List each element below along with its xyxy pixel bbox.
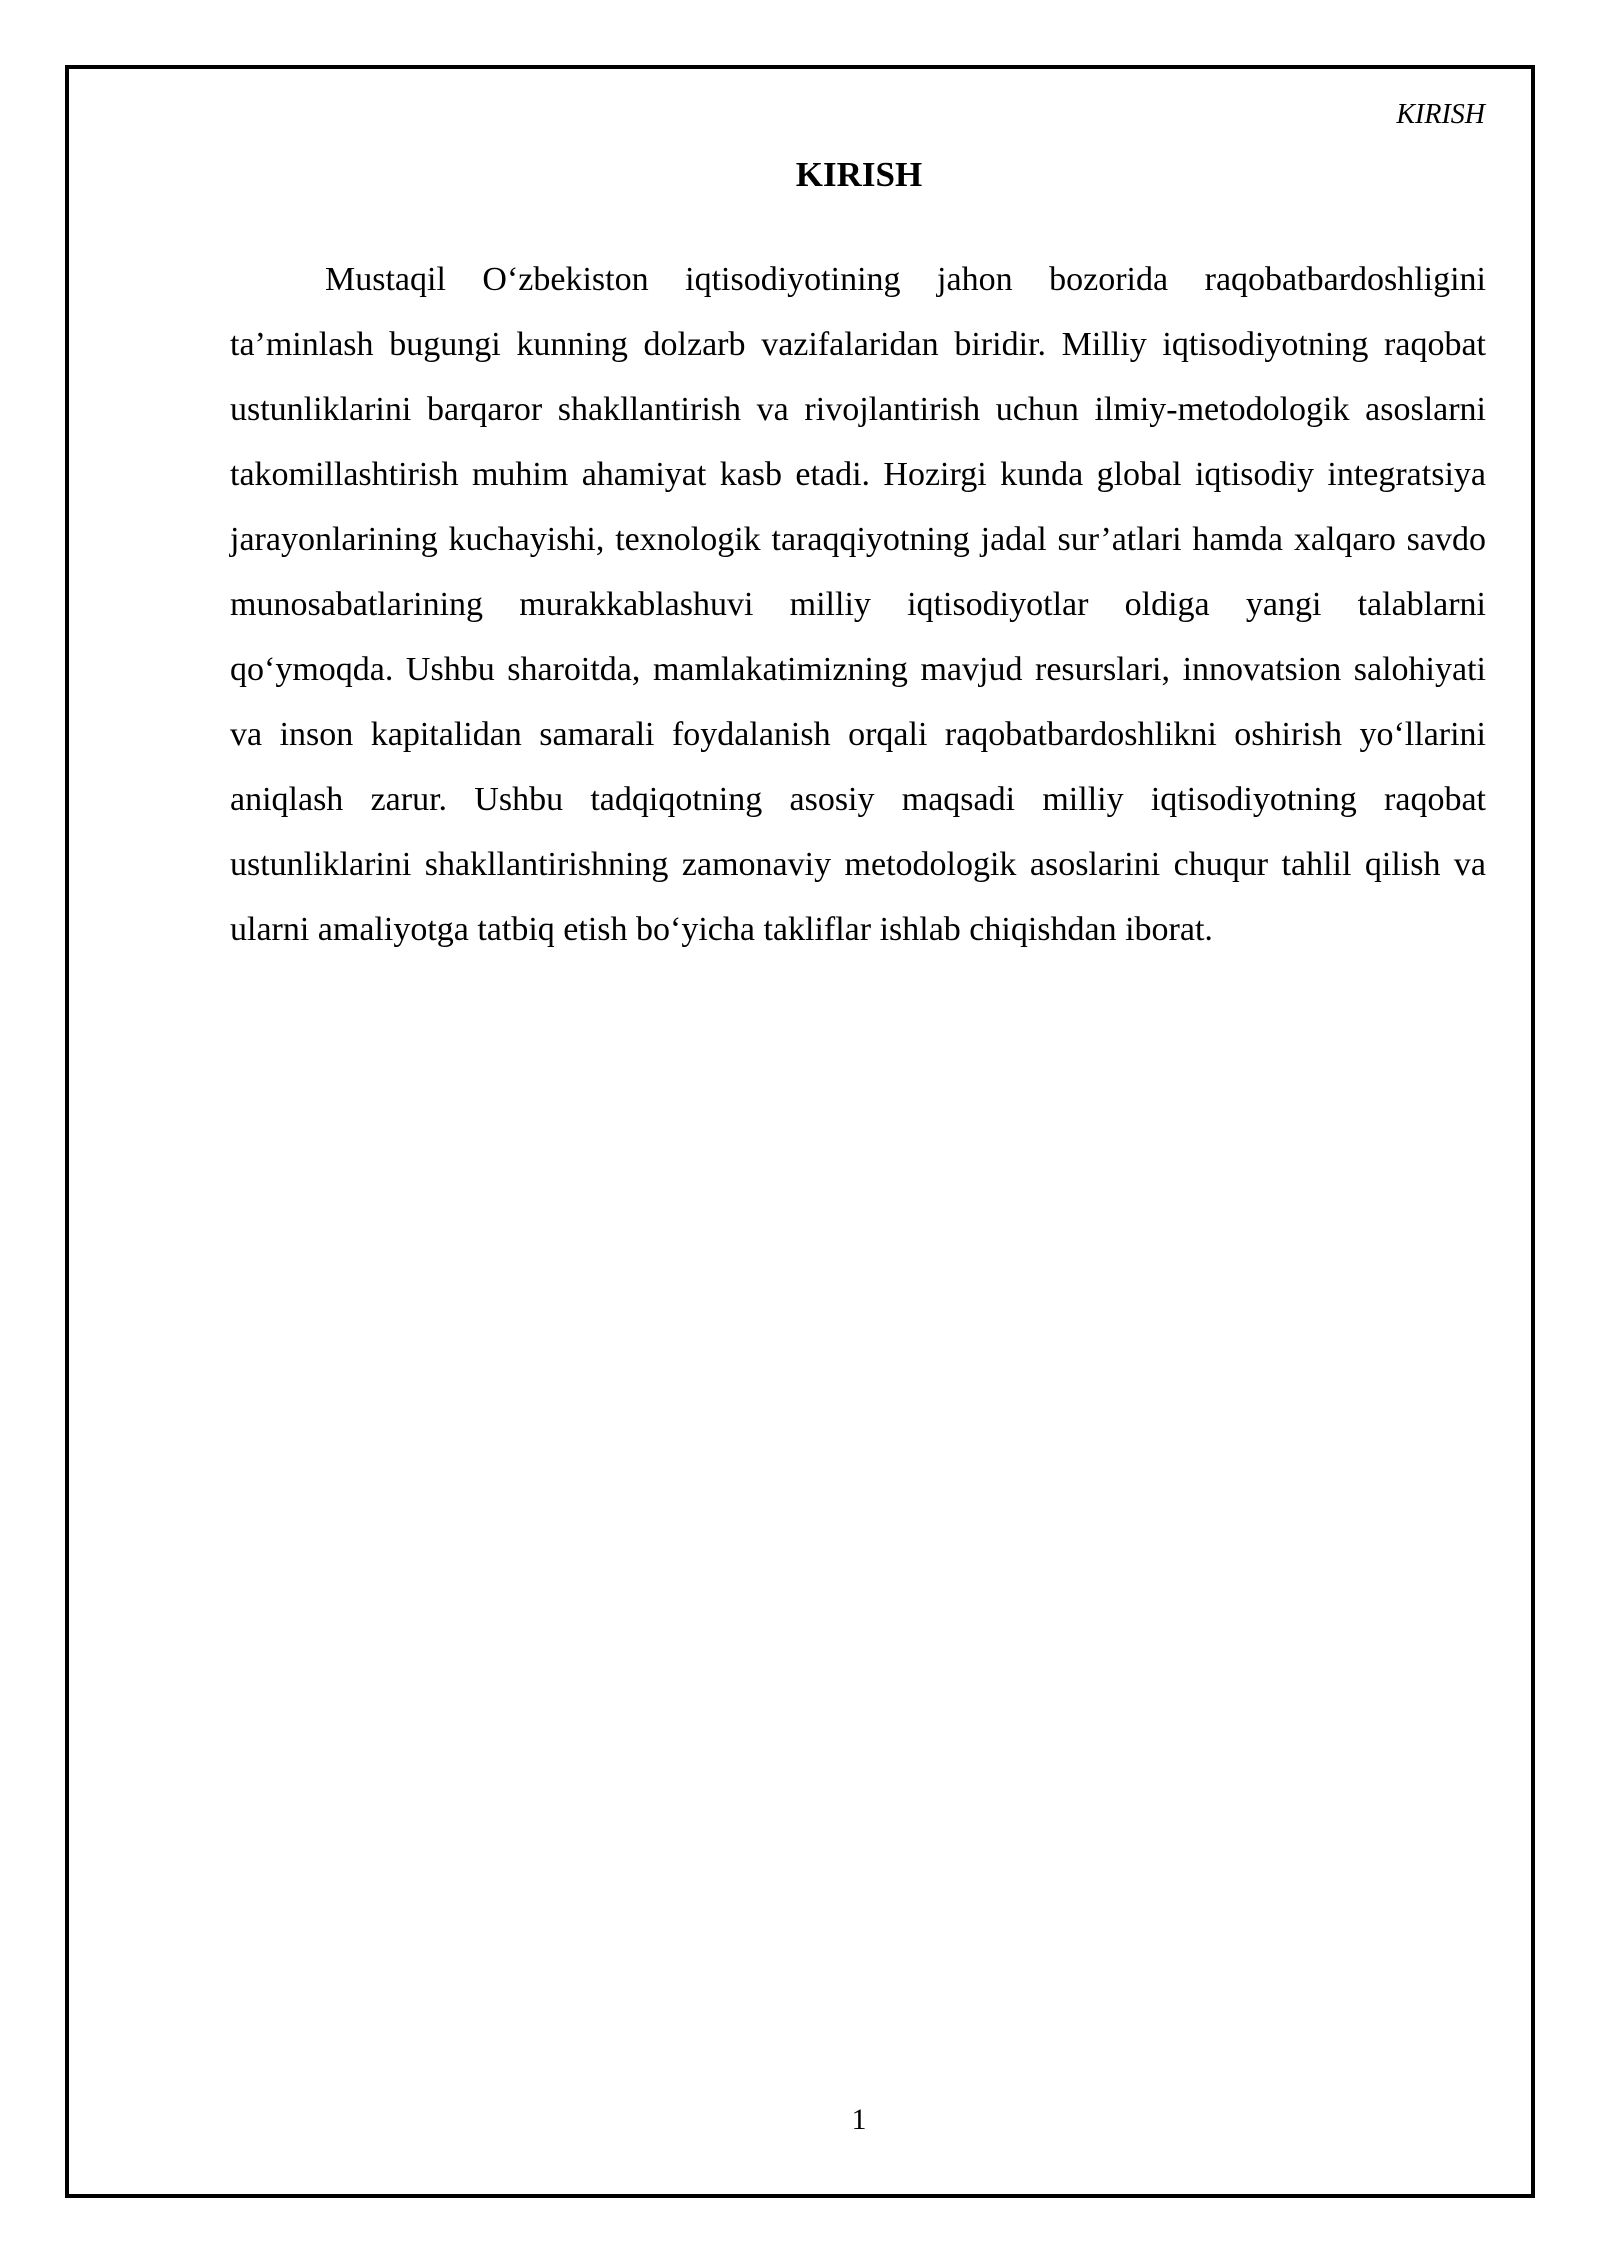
section-title: KIRISH — [795, 155, 923, 194]
running-header: KIRISH — [1396, 99, 1485, 130]
page-number: 1 — [851, 2103, 867, 2136]
body-paragraph: Mustaqil O‘zbekiston iqtisodiyotining jahon bozorida raqobatbardoshligini ta’minlash bugungi kunning dolzarb vazifalaridan biridir. Milliy iqtisodiyotning raqobat ustunliklarini barqaror shakllantirish va rivojlantirish uchun ilmiy-metodologik asoslarni takomillashtirish muhim ahamiyat kasb etadi. Hozirgi kunda global iqtisodiy integratsiya jarayonlarining kuchayishi, texnologik taraqqiyotning jadal sur’atlari hamda xalqaro savdo munosabatlarining murakkablashuvi milliy iqtisodiyotlar oldiga yangi talablarni qo‘ymoqda. Ushbu sharoitda, mamlakatimizning mavjud resurslari, innovatsion salohiyati va inson kapitalidan samarali foydalanish orqali raqobatbardoshlikni oshirish yo‘llarini aniqlash zarur. Ushbu tadqiqotning asosiy maqsadi milliy iqtisodiyotning raqobat ustunliklarini shakllantirishning zamonaviy metodologik asoslarini chuqur tahlil qilish va ularni amaliyotga tatbiq etish bo‘yicha takliflar ishlab chiqishdan iborat. — [230, 261, 1486, 948]
